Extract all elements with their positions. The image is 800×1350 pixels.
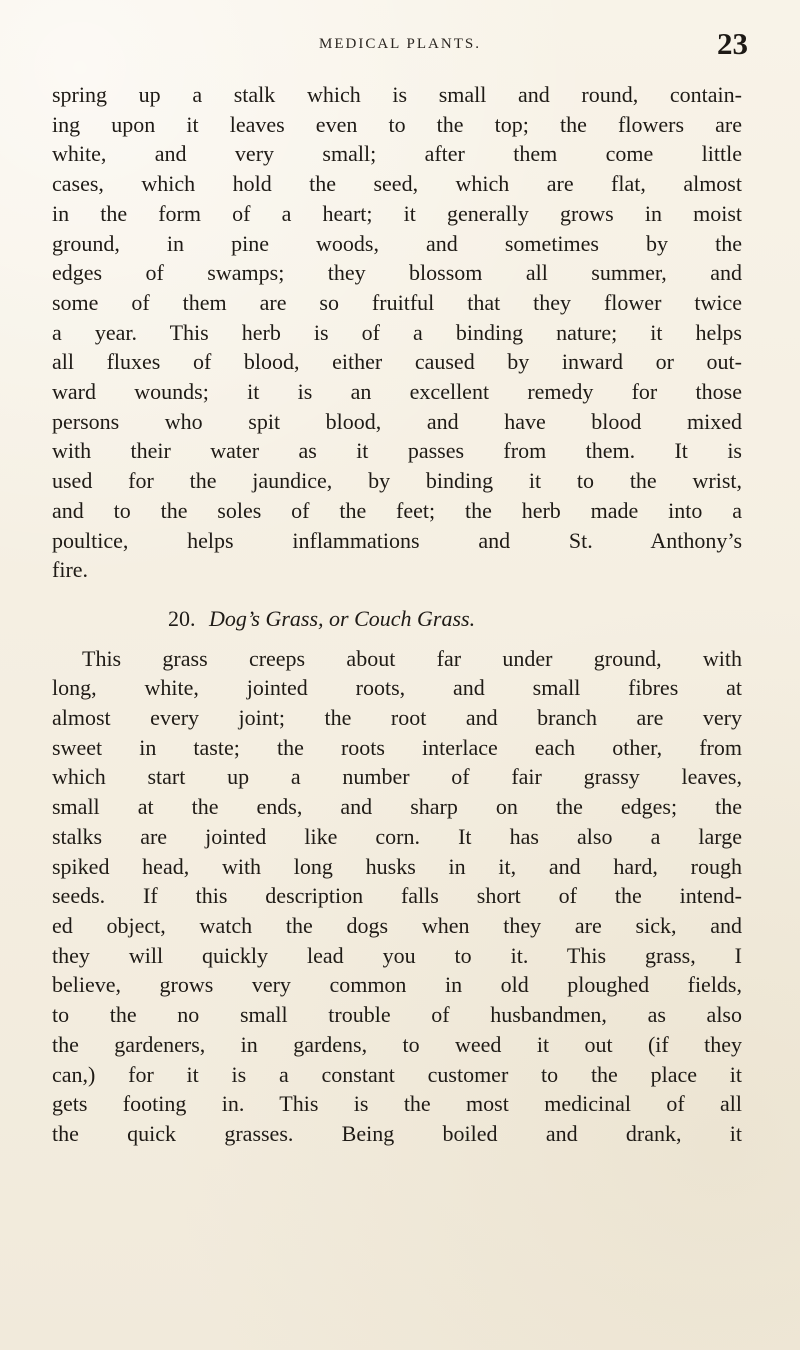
body-line: stalks are jointed like corn. It has also a large	[52, 823, 742, 849]
body-line: sweet in taste; the roots interlace each other, from	[52, 734, 742, 760]
page-number: 23	[717, 26, 748, 61]
body-line: long, white, jointed roots, and small fibres at	[52, 675, 742, 701]
body-line: and to the soles of the feet; the herb made into a	[52, 497, 742, 523]
section-number: 20.	[168, 605, 196, 631]
body-line: almost every joint; the root and branch are very	[52, 705, 742, 731]
body-line: This grass creeps about far under ground, with	[82, 645, 742, 671]
body-line: with their water as it passes from them. It is	[52, 438, 742, 464]
body-line: the gardeners, in gardens, to weed it out (if they	[52, 1031, 742, 1057]
running-head: MEDICAL PLANTS.	[319, 36, 481, 52]
page-header	[0, 26, 800, 70]
body-line: spiked head, with long husks in it, and hard, rough	[52, 853, 742, 879]
body-line: spring up a stalk which is small and round, contain-	[52, 82, 742, 107]
body-line: some of them are so fruitful that they flower twice	[52, 289, 742, 315]
body-line: believe, grows very common in old ploughed fields,	[52, 972, 742, 998]
body-line: used for the jaundice, by binding it to the wrist,	[52, 468, 742, 494]
body-line: edges of swamps; they blossom all summer, and	[52, 260, 742, 286]
body-line: gets footing in. This is the most medicinal of all	[52, 1091, 742, 1117]
page-body	[52, 80, 742, 1149]
body-line: all fluxes of blood, either caused by inward or out-	[52, 349, 742, 375]
body-line: seeds. If this description falls short of the intend-	[52, 883, 742, 909]
body-line: white, and very small; after them come little	[52, 141, 742, 167]
body-line: ground, in pine woods, and sometimes by the	[52, 230, 742, 256]
body-line: can,) for it is a constant customer to the place it	[52, 1061, 742, 1087]
body-line: persons who spit blood, and have blood mixed	[52, 408, 742, 434]
body-line: ed object, watch the dogs when they are sick, and	[52, 912, 742, 938]
body-line: in the form of a heart; it generally grows in moist	[52, 200, 742, 226]
body-line: which start up a number of fair grassy leaves,	[52, 764, 742, 790]
body-line: ward wounds; it is an excellent remedy for those	[52, 379, 742, 405]
body-line: to the no small trouble of husbandmen, as also	[52, 1002, 742, 1028]
body-line: ing upon it leaves even to the top; the flowers are	[52, 111, 742, 137]
body-line: the quick grasses. Being boiled and drank, it	[52, 1120, 742, 1146]
body-line: they will quickly lead you to it. This grass, I	[52, 942, 742, 968]
body-line: cases, which hold the seed, which are flat, almost	[52, 171, 742, 197]
body-line: fire.	[52, 557, 89, 583]
body-line: small at the ends, and sharp on the edges; the	[52, 794, 742, 820]
section-heading	[52, 604, 800, 634]
section-title: Dog’s Grass, or Couch Grass.	[209, 605, 476, 631]
body-line: a year. This herb is of a binding nature; it helps	[52, 319, 742, 345]
body-line: poultice, helps inflammations and St. Anthony’s	[52, 527, 742, 553]
